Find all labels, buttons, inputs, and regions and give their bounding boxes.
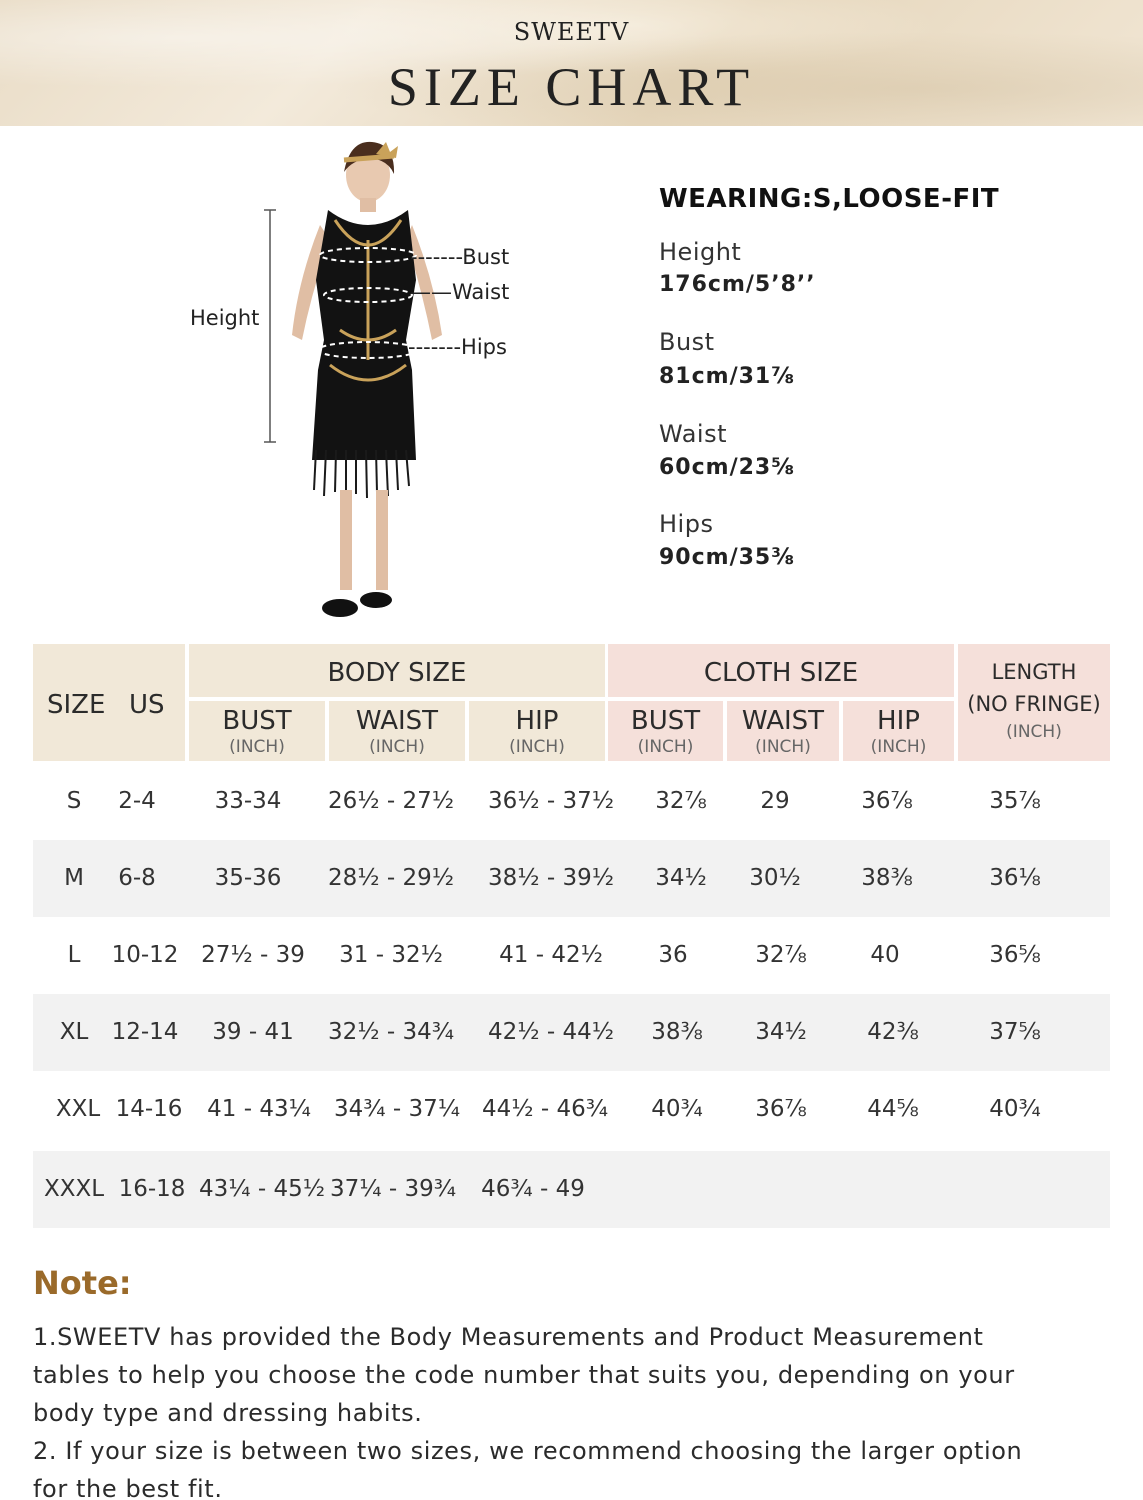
wearing-waist-label: Waist: [659, 420, 727, 448]
size-cell: S: [66, 788, 82, 814]
cloth-bust-cell: [629, 1151, 725, 1228]
size-cell: XXXL: [43, 1176, 105, 1202]
cloth-hip-cell: [845, 1151, 941, 1228]
cloth-waist-col: WAIST: [741, 706, 825, 736]
cloth-bust-cell: 32⅞: [655, 788, 707, 814]
length-cell: 35⅞: [989, 788, 1041, 814]
body-waist-col: WAIST: [355, 706, 439, 736]
wearing-bust-value: 81cm/31⅞: [659, 364, 796, 389]
body-waist-cell: 37¼ - 39¾: [329, 1176, 457, 1202]
note-line: 2. If your size is between two sizes, we recommend choosing the larger option: [33, 1437, 1023, 1465]
bust-label: -------Bust: [410, 245, 510, 269]
model-figure: [180, 130, 560, 630]
length-header-line2: (NO FRINGE): [967, 692, 1101, 716]
length-cell: 36⅝: [989, 942, 1041, 968]
table-row: [33, 1071, 1110, 1148]
cloth-waist-cell: 29: [760, 788, 790, 814]
table-row: [33, 840, 1110, 917]
brand-logo: SWEETV: [513, 18, 630, 46]
us-cell: 10-12: [111, 942, 179, 968]
cloth-hip-col: HIP: [877, 706, 920, 736]
note-line: for the best fit.: [33, 1475, 223, 1500]
us-cell: 2-4: [118, 788, 156, 814]
body-bust-col: BUST: [222, 706, 292, 736]
waist-label: ——Waist: [410, 280, 510, 304]
body-waist-cell: 28½ - 29½: [327, 865, 455, 891]
length-cell: 37⅝: [989, 1019, 1041, 1045]
wearing-waist-value: 60cm/23⅝: [659, 455, 796, 480]
wearing-hips-label: Hips: [659, 510, 714, 538]
cloth-bust-cell: 38⅜: [651, 1019, 703, 1045]
cloth-waist-cell: 36⅞: [755, 1096, 807, 1122]
us-cell: 12-14: [111, 1019, 179, 1045]
wearing-hips-value: 90cm/35⅜: [659, 545, 796, 570]
body-hip-cell: 36½ - 37½: [487, 788, 615, 814]
cloth-bust-cell: 34½: [655, 865, 707, 891]
body-waist-cell: 26½ - 27½: [327, 788, 455, 814]
wearing-height-value: 176cm/5’8’’: [659, 272, 816, 297]
cloth-hip-cell: 40: [870, 942, 900, 968]
length-header-line1: LENGTH: [991, 660, 1077, 684]
header-banner: [0, 0, 1143, 126]
model-illustration: [180, 130, 560, 630]
cloth-hip-cell: 38⅜: [861, 865, 913, 891]
body-waist-cell: 34¾ - 37¼: [333, 1096, 461, 1122]
note-line: tables to help you choose the code number that suits you, depending on your: [33, 1361, 1015, 1389]
body-hip-cell: 42½ - 44½: [487, 1019, 615, 1045]
size-cell: XXL: [55, 1096, 101, 1122]
hips-label: -------Hips: [408, 335, 507, 359]
length-cell: 36⅛: [989, 865, 1041, 891]
size-header: SIZE: [47, 690, 106, 720]
cloth-hip-cell: 36⅞: [861, 788, 913, 814]
length-cell: [967, 1151, 1063, 1228]
cloth-size-header: CLOTH SIZE: [703, 658, 859, 688]
wearing-title: WEARING:S,LOOSE-FIT: [659, 184, 1000, 214]
body-waist-cell: 32½ - 34¾: [327, 1019, 455, 1045]
cloth-bust-unit: (INCH): [637, 737, 694, 757]
cloth-hip-cell: 42⅜: [867, 1019, 919, 1045]
body-bust-unit: (INCH): [229, 737, 285, 757]
body-bust-cell: 39 - 41: [212, 1019, 294, 1045]
body-size-header: BODY SIZE: [327, 658, 467, 688]
body-hip-cell: 46¾ - 49: [481, 1176, 585, 1202]
body-hip-unit: (INCH): [509, 737, 565, 757]
wearing-height-label: Height: [659, 238, 742, 266]
cloth-bust-cell: 36: [658, 942, 688, 968]
length-unit: (INCH): [1006, 722, 1062, 742]
body-bust-cell: 43¼ - 45½: [198, 1176, 326, 1202]
note-title: Note:: [33, 1264, 132, 1302]
cloth-hip-cell: 44⅝: [867, 1096, 919, 1122]
body-waist-cell: 31 - 32½: [339, 942, 443, 968]
cloth-waist-unit: (INCH): [755, 737, 811, 757]
size-cell: M: [64, 865, 84, 891]
body-waist-unit: (INCH): [369, 737, 425, 757]
note-line: body type and dressing habits.: [33, 1399, 423, 1427]
note-line: 1.SWEETV has provided the Body Measurements and Product Measurement: [33, 1323, 984, 1351]
size-cell: L: [67, 942, 81, 968]
us-cell: 14-16: [115, 1096, 183, 1122]
table-row: [33, 1151, 1110, 1228]
body-bust-cell: 33-34: [214, 788, 282, 814]
body-bust-cell: 27½ - 39: [201, 942, 305, 968]
length-cell: 40¾: [989, 1096, 1041, 1122]
height-label: Height: [190, 306, 260, 330]
us-cell: 16-18: [118, 1176, 186, 1202]
cloth-hip-unit: (INCH): [870, 737, 927, 757]
wearing-bust-label: Bust: [659, 328, 715, 356]
cloth-waist-cell: 30½: [749, 865, 801, 891]
body-hip-cell: 44½ - 46¾: [481, 1096, 609, 1122]
body-bust-cell: 41 - 43¼: [207, 1096, 311, 1122]
body-hip-cell: 41 - 42½: [499, 942, 603, 968]
page-title: SIZE CHART: [387, 57, 756, 117]
us-header: US: [129, 690, 165, 720]
size-cell: XL: [59, 1019, 89, 1045]
table-row: [33, 994, 1110, 1071]
cloth-bust-cell: 40¾: [651, 1096, 703, 1122]
cloth-waist-cell: 32⅞: [755, 942, 807, 968]
body-hip-col: HIP: [515, 706, 559, 736]
table-row: [33, 917, 1110, 994]
cloth-waist-cell: [733, 1151, 829, 1228]
body-bust-cell: 35-36: [214, 865, 282, 891]
cloth-waist-cell: 34½: [755, 1019, 807, 1045]
table-row: [33, 763, 1110, 840]
body-hip-cell: 38½ - 39½: [487, 865, 615, 891]
us-cell: 6-8: [118, 865, 156, 891]
cloth-bust-col: BUST: [630, 706, 701, 736]
